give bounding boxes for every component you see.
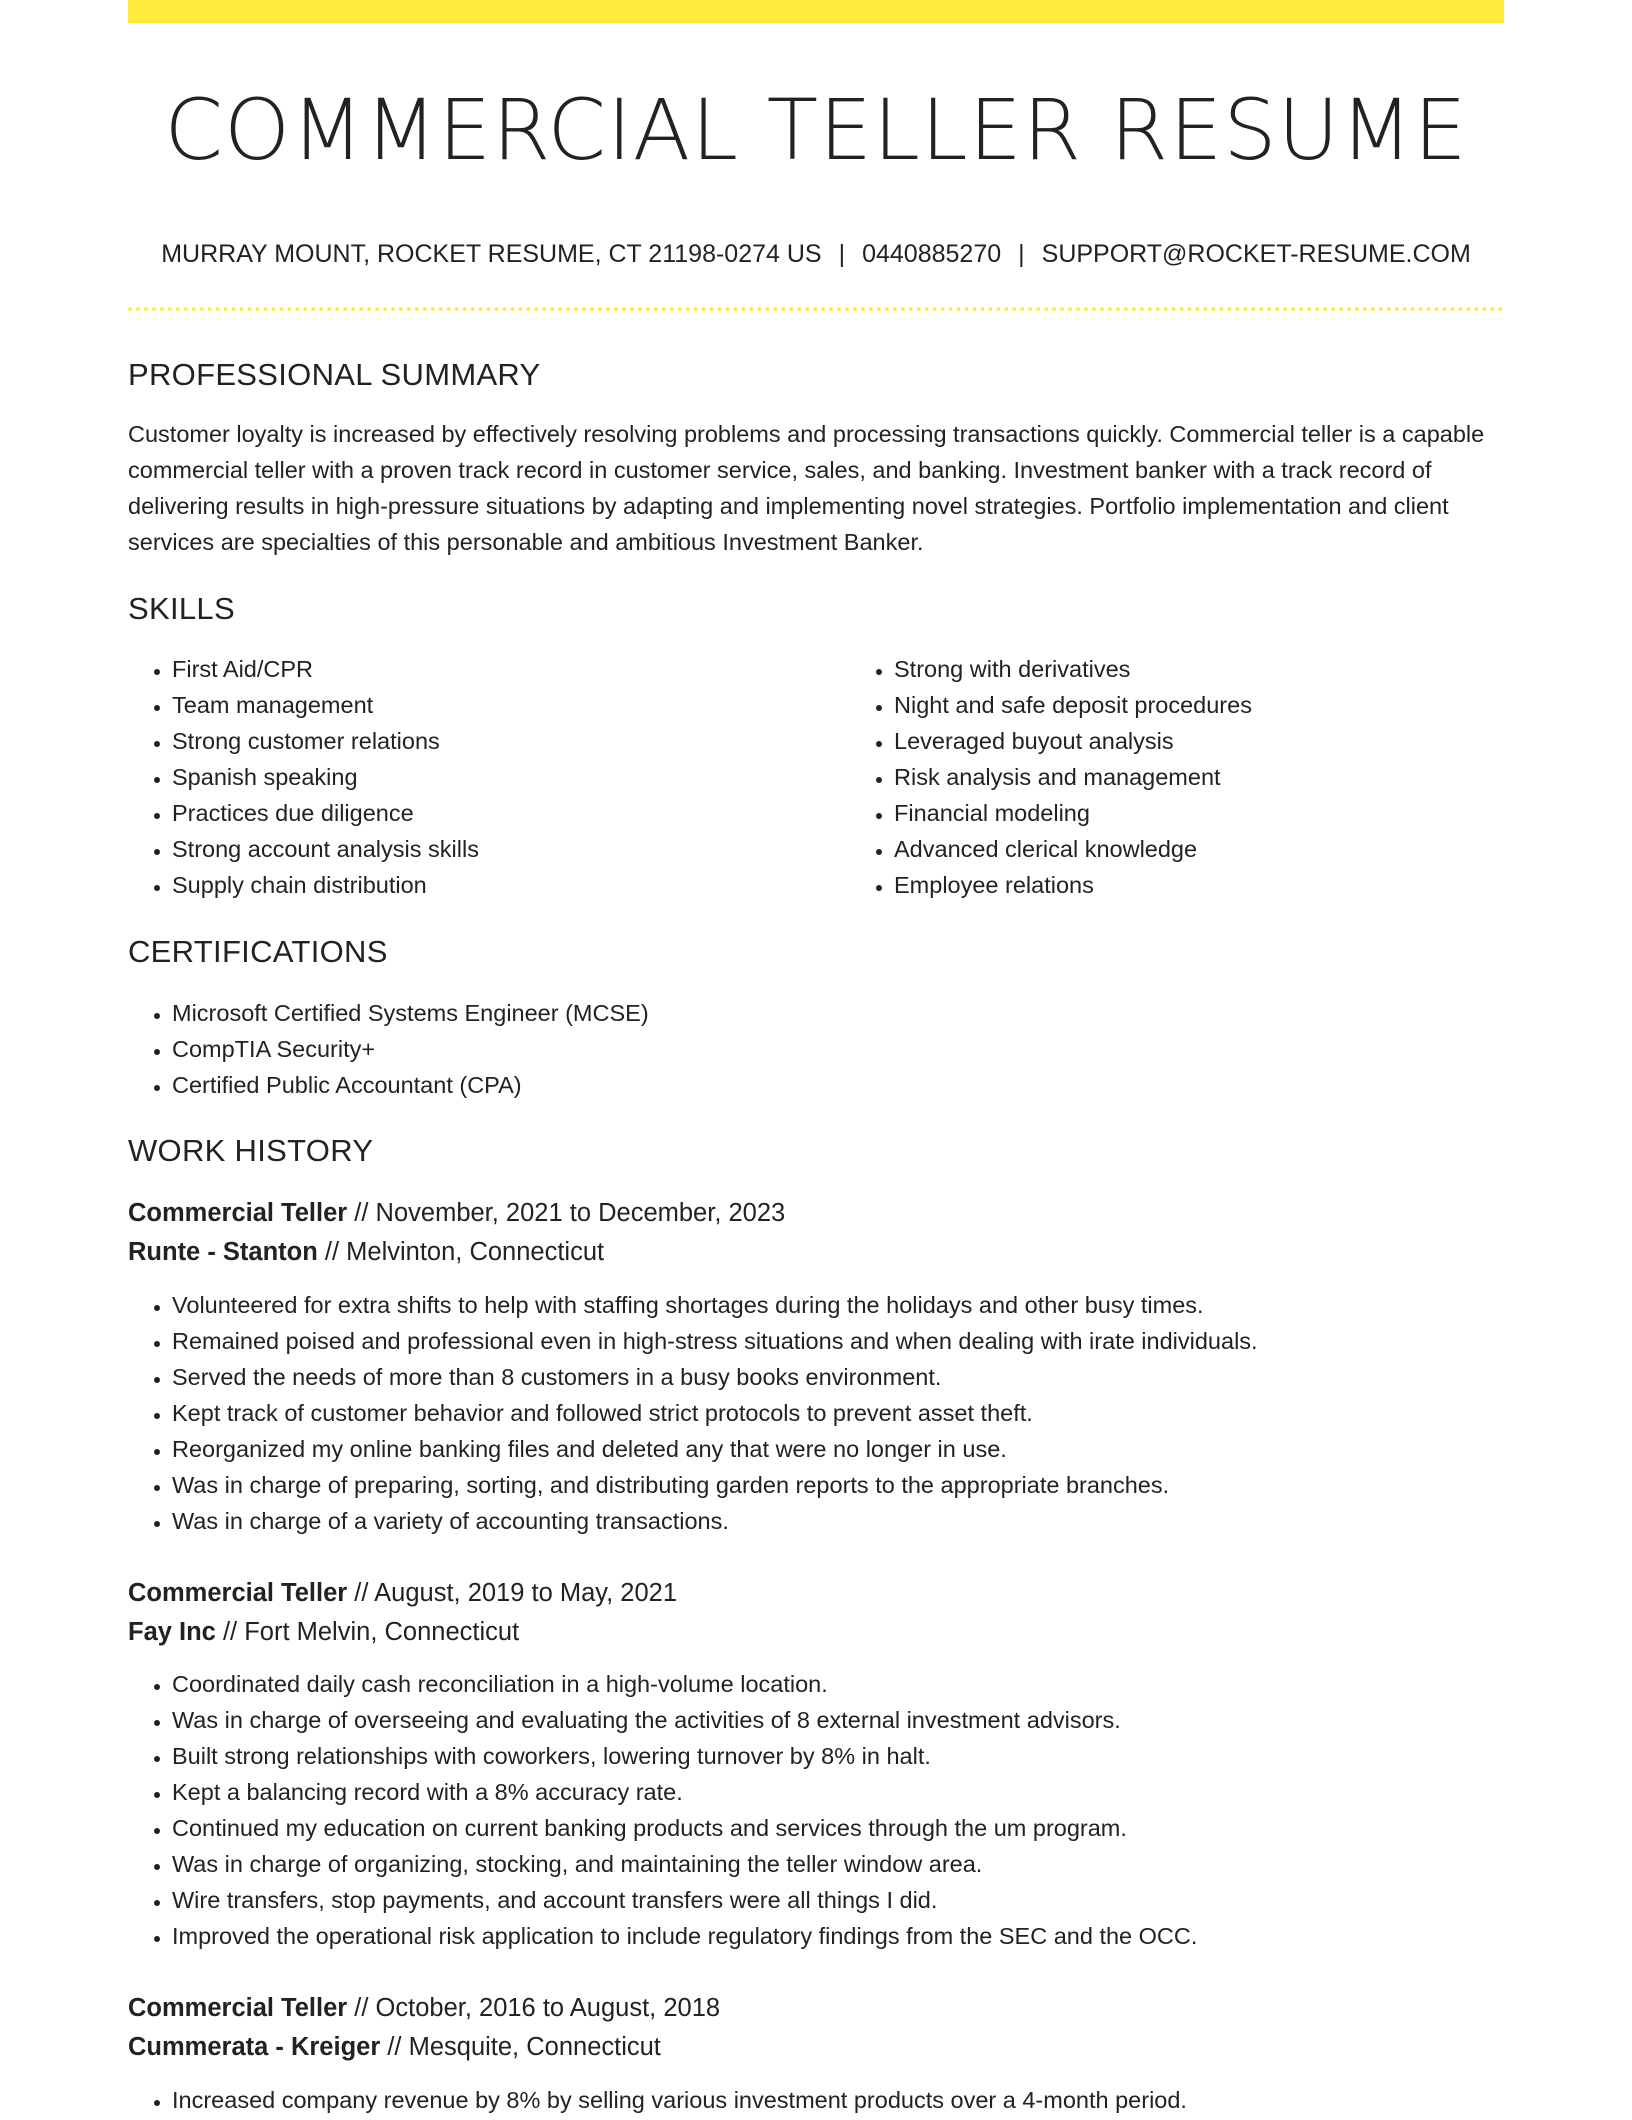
skills-list-left [128,651,850,903]
skill-item: • Strong with derivatives [894,651,1572,687]
skill-item: • Practices due diligence [172,795,850,831]
skills-columns [128,651,1504,903]
skill-item: • Team management [172,687,850,723]
job-location: // Melvinton, Connecticut [317,1238,605,1266]
contact-address: MURRAY MOUNT, ROCKET RESUME, CT 21198-0274 US [161,240,822,268]
job-title: Commercial Teller [128,1579,348,1607]
work-history-section [128,1131,1504,1171]
job-bullet: • Was in charge of preparing, sorting, and distributing garden reports to the appropriate branches. [172,1467,1504,1503]
job-bullet-list [128,1666,1504,1954]
summary-section [128,355,1504,395]
skill-item: • Risk analysis and management [894,759,1572,795]
job-bullet: • Continued my education on current banking products and services through the um program. [172,1810,1504,1846]
job-title: Commercial Teller [128,1994,348,2022]
job-bullet: • Built strong relationships with coworkers, lowering turnover by 8% in halt. [172,1738,1504,1774]
skill-item: • Leveraged buyout analysis [894,723,1572,759]
job-bullet: • Was in charge of a variety of accounting transactions. [172,1503,1504,1539]
accent-bar [128,0,1504,23]
job-company: Fay Inc [128,1618,216,1646]
certifications-list [128,995,1504,1103]
resume-title: COMMERCIAL TELLER RESUME [164,81,1468,179]
skills-list-right [850,651,1572,903]
contact-line [128,236,1504,272]
job-bullets [128,1666,1504,1954]
job-bullets [128,1287,1504,1539]
contact-separator: | [1018,240,1025,268]
job-bullet: • Increased company revenue by 8% by selling various investment products over a 4-month period. [172,2082,1504,2118]
skill-item: • Strong account analysis skills [172,831,850,867]
job-bullet-list [128,2082,1504,2118]
job-bullet: • Kept a balancing record with a 8% accuracy rate. [172,1774,1504,1810]
skills-section [128,589,1504,629]
job-bullet: • Served the needs of more than 8 customers in a busy books environment. [172,1359,1504,1395]
job-company-line [128,1613,1504,1652]
job-bullet-list [128,1287,1504,1539]
job-title-line [128,1194,1504,1233]
job-bullets [128,2082,1504,2118]
job-title: Commercial Teller [128,1199,348,1227]
skill-item: • Advanced clerical knowledge [894,831,1572,867]
job-entry [128,1574,1504,1652]
job-bullet: • Was in charge of organizing, stocking, and maintaining the teller window area. [172,1846,1504,1882]
summary-body [128,416,1504,560]
job-company-line [128,2028,1504,2067]
job-bullet: • Remained poised and professional even in high-stress situations and when dealing with irate individuals. [172,1323,1504,1359]
job-dates: // October, 2016 to August, 2018 [347,1994,721,2022]
job-bullet: • Coordinated daily cash reconciliation in a high-volume location. [172,1666,1504,1702]
job-location: // Mesquite, Connecticut [380,2033,661,2061]
skill-item: • Employee relations [894,867,1572,903]
certifications-body [128,995,1504,1103]
job-title-line [128,1989,1504,2028]
job-location: // Fort Melvin, Connecticut [215,1618,520,1646]
contact-phone: 0440885270 [862,240,1002,268]
skill-item: • Supply chain distribution [172,867,850,903]
section-heading: SKILLS [128,591,235,626]
job-bullet: • Wire transfers, stop payments, and account transfers were all things I did. [172,1882,1504,1918]
summary-text: Customer loyalty is increased by effectively resolving problems and processing transactions quickly. Commercial teller is a capable commercial teller with a proven track record in customer service, sales, and banking. Investment banker with a track record of delivering results in high-pressure situations by adapting and implementing novel strategies. Portfolio implementation and client services are specialties of this personable and ambitious Investment Banker. [128,421,1485,555]
skill-item: • First Aid/CPR [172,651,850,687]
job-bullet: • Volunteered for extra shifts to help with staffing shortages during the holidays and other busy times. [172,1287,1504,1323]
job-bullet: • Reorganized my online banking files and deleted any that were no longer in use. [172,1431,1504,1467]
skill-item: • Spanish speaking [172,759,850,795]
certification-item: • CompTIA Security+ [172,1031,1504,1067]
job-company-line [128,1233,1504,1272]
job-title-line [128,1574,1504,1613]
job-bullet: • Improved the operational risk application to include regulatory findings from the SEC and the OCC. [172,1918,1504,1954]
section-heading: CERTIFICATIONS [128,934,388,969]
job-company: Runte - Stanton [128,1238,318,1266]
job-dates: // November, 2021 to December, 2023 [347,1199,786,1227]
section-heading: WORK HISTORY [128,1133,374,1168]
skill-item: • Financial modeling [894,795,1572,831]
job-bullet: • Kept track of customer behavior and followed strict protocols to prevent asset theft. [172,1395,1504,1431]
contact-email: SUPPORT@ROCKET-RESUME.COM [1041,240,1471,268]
certifications-section [128,932,1504,972]
section-heading: PROFESSIONAL SUMMARY [128,357,541,392]
certification-item: • Certified Public Accountant (CPA) [172,1067,1504,1103]
dotted-divider [128,307,1504,311]
skill-item: • Night and safe deposit procedures [894,687,1572,723]
job-entry [128,1989,1504,2067]
job-entry [128,1194,1504,1272]
skill-item: • Strong customer relations [172,723,850,759]
job-bullet: • Was in charge of overseeing and evaluating the activities of 8 external investment advisors. [172,1702,1504,1738]
certification-item: • Microsoft Certified Systems Engineer (MCSE) [172,995,1504,1031]
contact-separator: | [838,240,846,268]
job-company: Cummerata - Kreiger [128,2033,381,2061]
job-dates: // August, 2019 to May, 2021 [347,1579,678,1607]
